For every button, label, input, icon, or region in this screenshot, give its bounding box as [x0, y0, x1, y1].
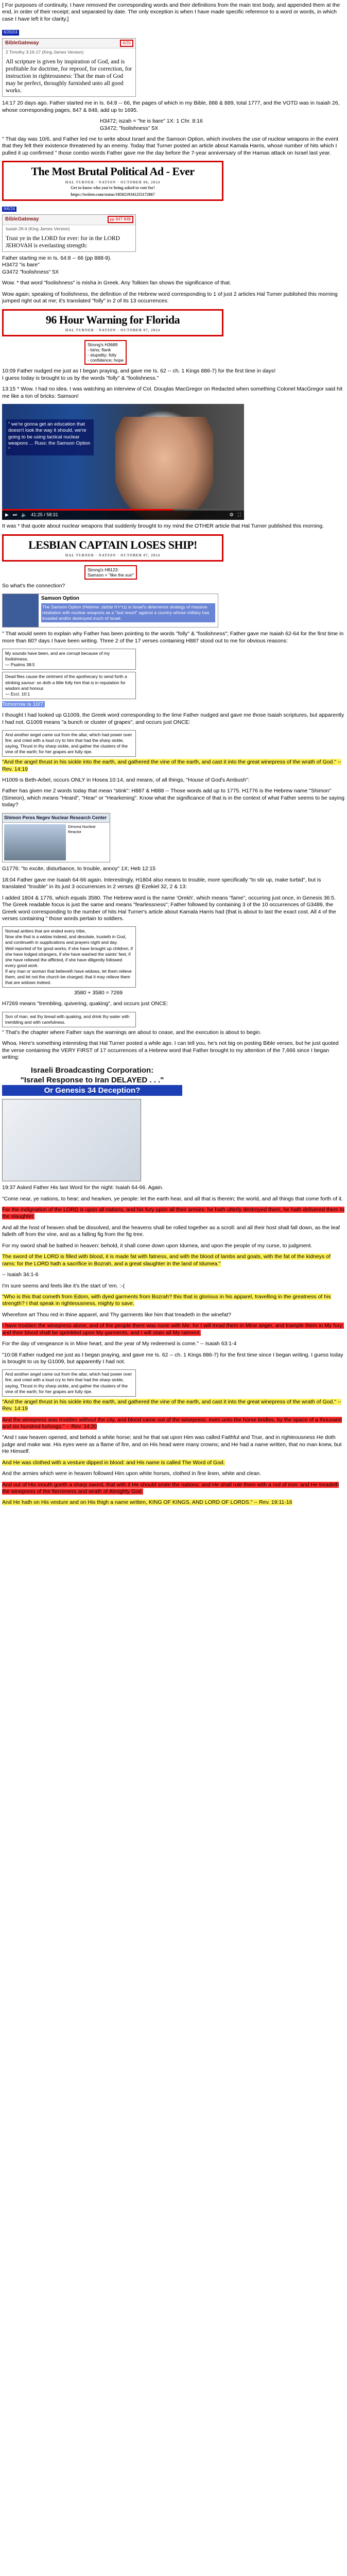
paragraph: Wow. * that word "foolishness" is misha in Greek. Any Tolkien fan shows the significance of that.: [2, 280, 231, 286]
article-title: 96 Hour Warning for Florida: [45, 313, 180, 326]
wiki-title: Samson Option: [41, 596, 79, 602]
video-caption: " we're gonna get an education that doesn't look the way it should, we're going to be using tactical nuclear weapons ... Russ: the Samson Option ": [6, 419, 94, 455]
calculation: 3580 + 3580 = 7269: [74, 989, 123, 996]
verse-card: Son of man, eat thy bread with quaking, and drink thy water with trembling and with carefulness.: [2, 1012, 136, 1027]
highlighted-verse: For the indignation of the LORD is upon all nations, and his fury upon all their armies: he hath utterly destroyed them, he hath delivered them to the slaughter.: [2, 1207, 344, 1220]
paragraph: It was * that quote about nuclear weapons that suddenly brought to my mind the OTHER article that Hal Turner published this morning.: [2, 523, 324, 530]
page-tag: pp 847-848: [108, 216, 133, 223]
highlighted-verse: And out of His mouth goeth a sharp sword, that with it He should smite the nations: and He shall rule them with a rod of iron: and He treadeth the winepress of the fierceness and wrath of Almighty God.: [2, 1481, 339, 1495]
fullscreen-icon[interactable]: ⛶: [237, 512, 241, 518]
volume-icon[interactable]: 🔈: [21, 512, 27, 518]
paragraph: G1776: "to excite, disturbance, to trouble, annoy" 1X; Heb 12:15: [2, 866, 156, 872]
biblegateway-card-2: [2, 214, 136, 252]
paragraph: So what's the connection?: [2, 583, 65, 589]
strongs-definition-box: Strong's H8123: Samson = "like the sun": [84, 565, 137, 580]
paragraph: 18:04 Father gave me Isaiah 64-66 again. Interestingly, H1804 also means to trouble, more specifically "to stir up, make turbid", but is translated "trouble" in its just 3 occurrences in 2 verses @ Ezekiel 32, 2 & 13:: [2, 876, 321, 890]
speaker-image: [115, 417, 213, 520]
paragraph: Whoa. Here's something interesting that Hal Turner posted a while ago. I can tell you, he's not big on posting Bible verses, but he just quoted the verse containing the VERY FIRST of 17 occurrences of a Hebrew word that Father brought to my attention of the 7,666 since I began writing:: [2, 1040, 339, 1061]
verse-text: All scripture is given by inspiration of God, and is profitable for doctrine, for reproof, for correction, for instruction in righteousness: That the man of God may be perfect, throughly furnished unto all good works.: [6, 59, 132, 94]
video-time: 41:25 / 58:31: [31, 512, 58, 518]
paragraph: Wow again; speaking of foolishness, the definition of the Hebrew word corresponding to 1 of just 2 articles Hal Turner published this morning jumped right out at me; it's translated "folly" in 2 of its 13 occurrences:: [2, 291, 338, 304]
article-byline: HAL TURNER · NATION · OCTOBER 07, 2024: [65, 328, 161, 332]
verse-text: Trust ye in the LORD for ever: for in the LORD JEHOVAH is everlasting strength:: [6, 235, 120, 249]
article-banner-1[interactable]: [2, 161, 223, 201]
paragraph: Father starting me in Is. 64:8 -- 66 (pp 888-9). H3472 "is bare" G3472 "foolishness" 5X: [2, 255, 112, 275]
page: [2, 2, 345, 1506]
paragraph: " That day was 10/6, and Father led me to write about Israel and the Samson Option, which involves the use of nuclear weapons in the event that they felt their existence threatened by an enemy. Today that Turner posted an article about Kamala Harris, whose number of hits which I pulled it up confirmed " those combo words Father gave me the day before the 7-year anniversary of the Hamas attack on Israel last year.: [2, 136, 339, 156]
verse-card: Dead flies cause the ointment of the apothecary to send forth a stinking savour: so doth a little folly him that is in reputation for wisdom and honour. — Eccl. 10:1: [2, 672, 136, 699]
scripture-line: For my sword shall be bathed in heaven: behold, it shall come down upon Idumea, and upon the people of my curse, to judgment.: [2, 1242, 313, 1249]
paragraph: " That would seem to explain why Father has been pointing to the words "folly" & "foolishness"; Father gave me Isaiah 62-64 for the first time in more than 80? days I have been writing. Three 2 of the 17 verses containing H887 stood out to me for obvious reasons:: [2, 631, 344, 644]
scripture-line: Wherefore art Thou red in thine apparel, and Thy garments like him that treadeth in the winefat?: [2, 1311, 231, 1318]
strongs-note: H3472; iszah = "he is bare" 1X: 1 Chr. 8:16 G3472; "foolishness" 5X: [100, 118, 203, 131]
verse-card: And another angel came out from the altar, which had power over fire; and cried with a loud cry to him that had the sharp sickle, saying, Thrust in thy sharp sickle, and gather the clusters of the vine of the earth; for her grapes are fully ripe.: [2, 730, 136, 757]
article-byline: HAL TURNER · NATION · OCTOBER 06, 2024: [65, 180, 161, 184]
site-photo: [4, 824, 66, 860]
verse-card: My sounds have been, and are corrupt because of my foolishness. — Psalms 38:5: [2, 649, 136, 670]
biblegateway-card-1: [2, 38, 136, 97]
scripture-line: And all the host of heaven shall be dissolved, and the heavens shall be rolled together as a scroll: and all their host shall fall down, as the leaf falleth off from the vine, and as a falling fig from the fig tree.: [2, 1224, 340, 1238]
verse-reference: -- Isaiah 34:1-6: [2, 1272, 39, 1278]
article-banner-2[interactable]: [2, 309, 223, 336]
paragraph: 19:37 Asked Father His last Word for the night: Isaiah 64-66. Again.: [2, 1184, 164, 1191]
next-icon[interactable]: ⏭: [12, 512, 18, 518]
website-card-nuclear-center[interactable]: [2, 813, 110, 863]
highlighted-verse: The sword of the LORD is filled with blood, it is made fat with fatness, and with the blood of lambs and goats, with the fat of the kidneys of rams: for the LORD hath a sacrifice in Bozrah, and a great slaughter in the land of Idumea.": [2, 1253, 331, 1267]
article-subtitle: Get to know who you're being asked to vote for!: [71, 185, 155, 191]
site-side-text: Dimona Nuclear Reactor: [68, 824, 96, 834]
paragraph: H1009 is Beth-Arbel, occurs ONLY in Hosea 10:14, and means, of all things, "House of God's Ambush":: [2, 777, 250, 784]
article-byline: HAL TURNER · NATION · OCTOBER 07, 2024: [65, 553, 161, 557]
scripture-line: "And I saw heaven opened, and behold a white horse; and he that sat upon Him was called Faithful and True, and in righteousness He doth judge and make war. His eyes were as a flame of fire, and on His head were many crowns; and He had a name written, that no man knew, but He Himself.: [2, 1434, 342, 1455]
date-label-2: 9/6/24: [2, 207, 16, 212]
highlighted-verse: "Who is this that cometh from Edom, with dyed garments from Bozrah? this that is glorious in his apparel, travelling in the greatness of his strength? I that speak in righteousness, mighty to save.: [2, 1293, 331, 1307]
paragraph: Father has given me 2 words today that mean "stink": H887 & H888 -- Those words add up to 1775. H1776 is the Hebrew name "Shimon" (Simeon), which means "Heard", "Hear" or "Hearkening". Know what the significance of that is in the context of what Father seems to be saying today?: [2, 788, 344, 808]
highlighted-verse: "And the angel thrust in his sickle into the earth, and gathered the vine of the earth, and cast it into the great winepress of the wrath of God." -- Rev. 14:19: [2, 759, 341, 772]
paragraph: H7269 means "trembling, quivering, quaking", and occurs just ONCE:: [2, 1001, 168, 1007]
date-tag: 6/20: [120, 40, 133, 47]
news-headline: "Israel Response to Iran DELAYED . . .": [20, 1075, 164, 1084]
verse-reference: 2 Timothy 3:16-17 (King James Version): [6, 49, 84, 55]
paragraph: " That's the chapter where Father says the warnings are about to cease, and the execution is about to begin.: [2, 1029, 262, 1036]
paragraph: 14:17 20 days ago. Father started me in Is. 64:8 -- 66, the pages of which in my Bible, 888 & 889, total 1777, and the VOTD was in Isaiah 26, whose corresponding pages, 847 & 848, add up to 1695.: [2, 100, 340, 113]
intro-note: [ For purposes of continuity, I have removed the corresponding words and their definitions from the main text body, and appended them at the end, in order of their receipt; and separated by date. The only exception is when I have made specific reference to a word or words, in which case I have left it for clarity.]: [2, 2, 340, 22]
verse-reference: Isaiah 26:4 (King James Version): [6, 226, 70, 231]
website-title: Shimon Peres Negev Nuclear Research Center: [3, 814, 110, 823]
highlighted-verse: And He was clothed with a vesture dipped in blood: and His name is called The Word of God.: [2, 1459, 225, 1466]
highlighted-verse: And He hath on His vesture and on His thigh a name written, KING OF KINGS, AND LORD OF LORDS." -- Rev. 19:11-16: [2, 1499, 292, 1506]
article-link[interactable]: https://twitter.com/status/1850219341255172867: [71, 192, 155, 197]
paragraph: 10:09 Father nudged me just as I began praying, and gave me Is. 62 -- ch. 1 Kings 886-7) for the first time in days! I guess today is brought to us by the words "folly" & "foolishness.": [2, 368, 276, 381]
paragraph: I added 1804 & 1776, which equals 3580. The Hebrew word is the name 'Orekh', which means "fame", occurring just once, in Genesis 36:5. The Greek readable focus is just the same and means "fearlessness"; Father followed by containing 3 of the 10 occurrences of G3489, the Greek word corresponding to the number of hits Hal Turner's article about Kamala Harris had (that is about to last the exact cost. All 4 of the verses containing " those words pertain to soldiers.: [2, 894, 336, 922]
highlighted-verse: I have trodden the winepress alone; and of the people there was none with Me: for I will tread them in Mine anger, and trample them in My fury; and their blood shall be sprinkled upon My garments, and I will stain all My raiment.: [2, 1323, 344, 1336]
article-banner-3[interactable]: [2, 534, 223, 562]
highlighted-verse: "And the angel thrust in his sickle into the earth, and gathered the vine of the earth, and cast it into the great winepress of the wrath of God." -- Rev. 14:19: [2, 1398, 341, 1412]
article-title: The Most Brutal Political Ad - Ever: [31, 165, 195, 178]
biblegateway-logo: BibleGateway: [5, 40, 39, 46]
verse-card: And another angel came out from the altar, which had power over fire; and cried with a loud cry to him that had the sharp sickle, saying, Thrust in thy sharp sickle, and gather the clusters of the vine of the earth; for her grapes are fully ripe.: [2, 1369, 136, 1396]
paragraph: I'm sure seems and feels like it's the start of 'em. :-(: [2, 1282, 125, 1289]
biblegateway-logo: BibleGateway: [5, 216, 39, 223]
settings-icon[interactable]: ⚙: [229, 512, 234, 518]
wiki-card-samson-option[interactable]: [2, 594, 218, 628]
date-note: Tomorrow is 10/7.: [2, 701, 45, 707]
verse-card: Nomad antlers that are ended every tribe, Now she that is a widow indeed, and desolate, trusteth in God, and continueth in supplications and prayers night and day. Well reported of for good works; if she have brought up children, if she have lodged strangers, if she have washed the saints' feet, if she have relieved the afflicted, if she have diligently followed every good work. If any man or woman that believeth have widows, let them relieve them, and let not the church be charged; that it may relieve them that are widows indeed.: [2, 926, 136, 987]
wiki-text: The Samson Option (Hebrew: ברירת שמשון) is Israel's deterrence strategy of massive retaliation with nuclear weapons as a "last resort" against a country whose military has invaded and/or destroyed much of Israel.: [41, 603, 215, 622]
paragraph: I thought I had looked up G1009, the Greek word corresponding to the time Father nudged and gave me those Isaiah scriptures, but apparently I had not. G1009 means "a bunch or cluster of grapes", and occurs just ONCE:: [2, 712, 344, 725]
news-headline-card[interactable]: [2, 1065, 182, 1096]
article-title: LESBIAN CAPTAIN LOSES SHIP!: [28, 538, 197, 551]
embedded-screenshot: [2, 1099, 141, 1181]
news-source: Israeli Broadcasting Corporation:: [30, 1065, 154, 1075]
highlighted-verse: And the winepress was trodden without the city, and blood came out of the winepress, even unto the horse bridles, by the space of a thousand and six hundred furlongs." -- Rev. 14:20: [2, 1416, 342, 1430]
strongs-definition-box: Strong's H3689 - loins; flank - stupidity; folly - confidence; hope: [84, 340, 127, 365]
wiki-image: [3, 594, 39, 627]
scripture-line: And the armies which were in heaven followed Him upon white horses, clothed in fine linen, white and clean.: [2, 1470, 262, 1477]
play-icon[interactable]: ▶: [5, 512, 9, 518]
video-player[interactable]: [2, 404, 244, 520]
date-label-1: 6/20/24: [2, 30, 19, 35]
paragraph: "10:08 Father nudged me just as I began praying, and gave me Is. 62 -- ch. 1 Kings 886-7) for the first time since I began writing. I guess today is brought to us by G1009, but apparently I had not.: [2, 1351, 343, 1365]
scripture-line: "Come near, ye nations, to hear; and hearken, ye people: let the earth hear, and all that is therein; the world, and all things that come forth of it.: [2, 1195, 343, 1202]
paragraph: 13:15 * Wow. I had no idea. I was watching an interview of Col. Douglas MacGregor on Redacted when something Colonel MacGregor said hit me like a ton of bricks: Samson!: [2, 386, 343, 399]
news-subheadline: Or Genesis 34 Deception?: [2, 1085, 182, 1096]
scripture-line: For the day of vengeance is in Mine heart, and the year of My redeemed is come." -- Isaiah 63:1-4: [2, 1341, 237, 1347]
